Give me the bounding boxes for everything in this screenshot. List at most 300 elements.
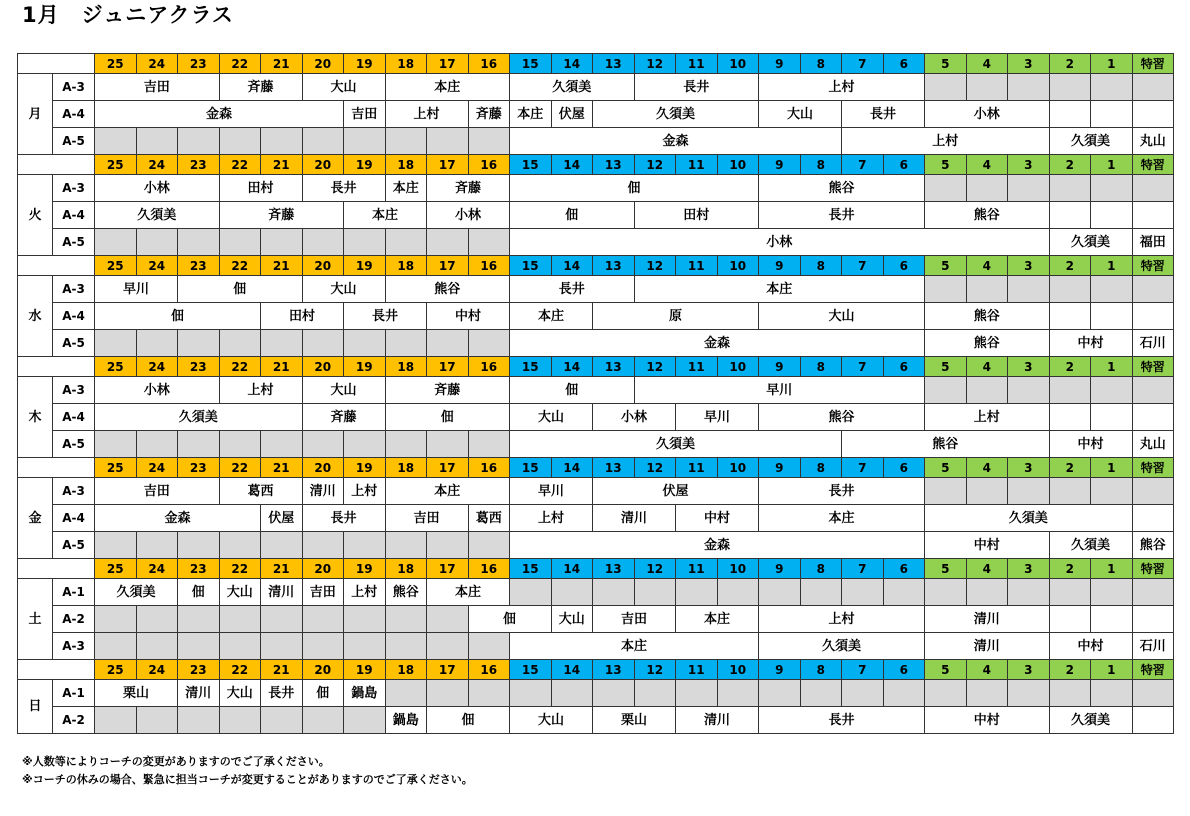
session-number-header: 9 (759, 660, 801, 680)
closed-cell (717, 680, 759, 707)
coach-cell: 久須美 (759, 633, 925, 660)
closed-cell (302, 606, 344, 633)
coach-cell: 小林 (95, 377, 220, 404)
closed-cell (593, 579, 635, 606)
closed-cell (1091, 276, 1133, 303)
class-label: A-1 (53, 680, 95, 707)
coach-cell: 金森 (95, 505, 261, 532)
session-number-header: 16 (468, 256, 510, 276)
coach-cell: 丸山 (1132, 431, 1174, 458)
session-number-header: 2 (1049, 54, 1091, 74)
closed-cell (1049, 175, 1091, 202)
closed-cell (385, 128, 427, 155)
closed-cell (261, 633, 303, 660)
session-number-header: 25 (95, 54, 137, 74)
coach-cell: 熊谷 (759, 404, 925, 431)
session-number-header: 21 (261, 357, 303, 377)
session-number-header: 19 (344, 155, 386, 175)
closed-cell (842, 579, 884, 606)
class-row (18, 377, 1174, 404)
closed-cell (1049, 377, 1091, 404)
closed-cell (1132, 579, 1174, 606)
session-number-header: 3 (1008, 660, 1050, 680)
session-number-header: 21 (261, 559, 303, 579)
session-number-header: 14 (551, 660, 593, 680)
coach-cell: 熊谷 (385, 276, 510, 303)
closed-cell (427, 229, 469, 256)
session-number-header: 1 (1091, 559, 1133, 579)
closed-cell (1008, 478, 1050, 505)
session-number-header: 23 (178, 155, 220, 175)
closed-cell (510, 579, 552, 606)
class-row (18, 505, 1174, 532)
closed-cell (966, 680, 1008, 707)
session-number-header: 12 (634, 155, 676, 175)
coach-cell: 石川 (1132, 330, 1174, 357)
session-number-header: 24 (136, 54, 178, 74)
closed-cell (261, 229, 303, 256)
session-number-header: 13 (593, 357, 635, 377)
session-number-header: 25 (95, 155, 137, 175)
session-number-header: 6 (883, 559, 925, 579)
closed-cell (385, 330, 427, 357)
coach-cell: 佃 (510, 175, 759, 202)
day-label: 土 (18, 579, 53, 660)
class-label: A-3 (53, 74, 95, 101)
closed-cell (883, 579, 925, 606)
empty-cell (1091, 101, 1133, 128)
closed-cell (302, 707, 344, 734)
session-number-header: 8 (800, 155, 842, 175)
coach-cell: 田村 (261, 303, 344, 330)
closed-cell (178, 606, 220, 633)
session-number-header: 8 (800, 54, 842, 74)
session-number-header: 16 (468, 155, 510, 175)
closed-cell (178, 707, 220, 734)
coach-cell: 吉田 (593, 606, 676, 633)
session-number-header: 13 (593, 54, 635, 74)
coach-cell: 熊谷 (385, 579, 427, 606)
session-number-header: 17 (427, 54, 469, 74)
session-number-header: 8 (800, 458, 842, 478)
session-number-header: 12 (634, 458, 676, 478)
closed-cell (925, 680, 967, 707)
closed-cell (385, 431, 427, 458)
empty-cell (1132, 505, 1174, 532)
coach-cell: 上村 (219, 377, 302, 404)
closed-cell (261, 532, 303, 559)
closed-cell (302, 229, 344, 256)
coach-cell: 金森 (510, 532, 925, 559)
empty-cell (1132, 303, 1174, 330)
session-number-header: 21 (261, 256, 303, 276)
schedule-table (17, 53, 1174, 734)
session-number-header: 16 (468, 559, 510, 579)
closed-cell (468, 128, 510, 155)
session-number-header: 22 (219, 54, 261, 74)
closed-cell (1132, 680, 1174, 707)
closed-cell (966, 74, 1008, 101)
session-number-header: 24 (136, 357, 178, 377)
day-label: 月 (18, 74, 53, 155)
coach-cell: 福田 (1132, 229, 1174, 256)
session-header-row (18, 357, 1174, 377)
session-number-header: 11 (676, 155, 718, 175)
session-number-header: 1 (1091, 458, 1133, 478)
session-number-header: 13 (593, 660, 635, 680)
session-number-header: 12 (634, 357, 676, 377)
coach-cell: 長井 (510, 276, 635, 303)
session-number-header: 11 (676, 458, 718, 478)
closed-cell (1091, 579, 1133, 606)
closed-cell (261, 707, 303, 734)
session-number-header: 5 (925, 256, 967, 276)
coach-cell: 小林 (95, 175, 220, 202)
session-number-header: 10 (717, 559, 759, 579)
closed-cell (759, 579, 801, 606)
session-number-header: 9 (759, 559, 801, 579)
closed-cell (1091, 377, 1133, 404)
coach-cell: 長井 (634, 74, 759, 101)
session-number-header: 17 (427, 660, 469, 680)
closed-cell (344, 606, 386, 633)
class-row (18, 431, 1174, 458)
empty-cell (1132, 404, 1174, 431)
coach-cell: 長井 (759, 202, 925, 229)
session-number-header: 11 (676, 357, 718, 377)
session-number-header: 15 (510, 660, 552, 680)
empty-cell (1132, 707, 1174, 734)
closed-cell (1049, 680, 1091, 707)
coach-cell: 上村 (925, 404, 1050, 431)
coach-cell: 斉藤 (219, 202, 344, 229)
closed-cell (676, 579, 718, 606)
class-label: A-2 (53, 707, 95, 734)
closed-cell (427, 606, 469, 633)
class-row (18, 74, 1174, 101)
closed-cell (95, 431, 137, 458)
session-number-header: 6 (883, 660, 925, 680)
closed-cell (800, 680, 842, 707)
closed-cell (1049, 276, 1091, 303)
closed-cell (427, 431, 469, 458)
session-number-header: 23 (178, 357, 220, 377)
coach-cell: 佃 (385, 404, 510, 431)
session-number-header: 19 (344, 660, 386, 680)
coach-cell: 久須美 (510, 74, 635, 101)
session-number-header: 18 (385, 559, 427, 579)
class-label: A-5 (53, 330, 95, 357)
closed-cell (800, 579, 842, 606)
session-number-header: 特習 (1132, 357, 1174, 377)
closed-cell (136, 707, 178, 734)
closed-cell (1008, 377, 1050, 404)
session-number-header: 13 (593, 559, 635, 579)
closed-cell (551, 579, 593, 606)
coach-cell: 上村 (759, 74, 925, 101)
coach-cell: 吉田 (344, 101, 386, 128)
class-row (18, 330, 1174, 357)
closed-cell (1132, 276, 1174, 303)
session-number-header: 23 (178, 458, 220, 478)
coach-cell: 本庄 (427, 579, 510, 606)
class-label: A-3 (53, 478, 95, 505)
session-number-header: 18 (385, 660, 427, 680)
coach-cell: 吉田 (302, 579, 344, 606)
session-number-header: 4 (966, 256, 1008, 276)
coach-cell: 上村 (842, 128, 1050, 155)
coach-cell: 清川 (302, 478, 344, 505)
closed-cell (95, 633, 137, 660)
coach-cell: 本庄 (344, 202, 427, 229)
closed-cell (1132, 74, 1174, 101)
session-number-header: 14 (551, 559, 593, 579)
closed-cell (136, 128, 178, 155)
coach-cell: 田村 (634, 202, 759, 229)
closed-cell (136, 229, 178, 256)
closed-cell (717, 579, 759, 606)
session-number-header: 21 (261, 54, 303, 74)
closed-cell (344, 330, 386, 357)
closed-cell (344, 633, 386, 660)
closed-cell (136, 431, 178, 458)
session-number-header: 9 (759, 54, 801, 74)
closed-cell (219, 330, 261, 357)
session-number-header: 4 (966, 155, 1008, 175)
session-number-header: 14 (551, 256, 593, 276)
session-number-header: 23 (178, 54, 220, 74)
header-corner-cell (18, 155, 95, 175)
session-number-header: 3 (1008, 155, 1050, 175)
coach-cell: 熊谷 (759, 175, 925, 202)
class-label: A-2 (53, 606, 95, 633)
coach-cell: 清川 (925, 633, 1050, 660)
coach-cell: 金森 (95, 101, 344, 128)
schedule-body (18, 54, 1174, 734)
coach-cell: 佃 (510, 377, 635, 404)
closed-cell (136, 606, 178, 633)
class-row (18, 707, 1174, 734)
session-number-header: 20 (302, 458, 344, 478)
closed-cell (385, 680, 427, 707)
coach-cell: 久須美 (510, 431, 842, 458)
coach-cell: 久須美 (95, 202, 220, 229)
closed-cell (1008, 680, 1050, 707)
closed-cell (842, 680, 884, 707)
closed-cell (385, 606, 427, 633)
class-label: A-3 (53, 377, 95, 404)
closed-cell (427, 330, 469, 357)
day-label: 金 (18, 478, 53, 559)
empty-cell (1132, 101, 1174, 128)
session-number-header: 8 (800, 357, 842, 377)
coach-cell: 久須美 (95, 579, 178, 606)
session-number-header: 23 (178, 256, 220, 276)
coach-cell: 早川 (676, 404, 759, 431)
coach-cell: 鍋島 (344, 680, 386, 707)
closed-cell (925, 74, 967, 101)
session-number-header: 特習 (1132, 660, 1174, 680)
coach-cell: 熊谷 (925, 330, 1050, 357)
closed-cell (178, 229, 220, 256)
session-header-row (18, 458, 1174, 478)
session-number-header: 22 (219, 155, 261, 175)
session-number-header: 22 (219, 660, 261, 680)
class-label: A-4 (53, 404, 95, 431)
session-number-header: 25 (95, 559, 137, 579)
class-row (18, 128, 1174, 155)
session-number-header: 20 (302, 256, 344, 276)
session-number-header: 20 (302, 155, 344, 175)
coach-cell: 佃 (510, 202, 635, 229)
session-number-header: 2 (1049, 155, 1091, 175)
coach-cell: 大山 (551, 606, 593, 633)
coach-cell: 中村 (427, 303, 510, 330)
closed-cell (95, 606, 137, 633)
closed-cell (593, 680, 635, 707)
session-number-header: 4 (966, 357, 1008, 377)
session-number-header: 20 (302, 357, 344, 377)
session-number-header: 12 (634, 256, 676, 276)
session-number-header: 18 (385, 54, 427, 74)
closed-cell (261, 128, 303, 155)
session-number-header: 特習 (1132, 54, 1174, 74)
session-number-header: 15 (510, 155, 552, 175)
session-number-header: 14 (551, 54, 593, 74)
session-number-header: 5 (925, 357, 967, 377)
session-header-row (18, 559, 1174, 579)
closed-cell (966, 377, 1008, 404)
closed-cell (1091, 175, 1133, 202)
coach-cell: 栗山 (95, 680, 178, 707)
coach-cell: 佃 (178, 579, 220, 606)
session-number-header: 25 (95, 256, 137, 276)
session-number-header: 17 (427, 256, 469, 276)
coach-cell: 葛西 (468, 505, 510, 532)
closed-cell (427, 680, 469, 707)
closed-cell (1008, 175, 1050, 202)
closed-cell (1049, 478, 1091, 505)
session-number-header: 14 (551, 155, 593, 175)
coach-cell: 長井 (759, 707, 925, 734)
closed-cell (302, 431, 344, 458)
session-number-header: 9 (759, 256, 801, 276)
coach-cell: 原 (593, 303, 759, 330)
session-number-header: 6 (883, 256, 925, 276)
coach-cell: 大山 (510, 404, 593, 431)
class-row (18, 532, 1174, 559)
class-label: A-5 (53, 229, 95, 256)
closed-cell (219, 532, 261, 559)
day-label: 日 (18, 680, 53, 734)
session-number-header: 11 (676, 559, 718, 579)
coach-cell: 清川 (178, 680, 220, 707)
session-number-header: 14 (551, 357, 593, 377)
closed-cell (344, 128, 386, 155)
coach-cell: 久須美 (1049, 128, 1132, 155)
closed-cell (551, 680, 593, 707)
coach-cell: 大山 (759, 303, 925, 330)
coach-cell: 吉田 (95, 478, 220, 505)
closed-cell (219, 128, 261, 155)
session-number-header: 19 (344, 54, 386, 74)
class-row (18, 680, 1174, 707)
closed-cell (219, 606, 261, 633)
coach-cell: 熊谷 (925, 202, 1050, 229)
closed-cell (95, 229, 137, 256)
coach-cell: 金森 (510, 128, 842, 155)
closed-cell (178, 532, 220, 559)
closed-cell (178, 330, 220, 357)
session-number-header: 16 (468, 54, 510, 74)
session-number-header: 3 (1008, 458, 1050, 478)
session-number-header: 20 (302, 54, 344, 74)
session-number-header: 25 (95, 660, 137, 680)
session-number-header: 19 (344, 357, 386, 377)
coach-cell: 久須美 (925, 505, 1133, 532)
empty-cell (1049, 606, 1091, 633)
session-number-header: 19 (344, 458, 386, 478)
coach-cell: 小林 (427, 202, 510, 229)
class-row (18, 606, 1174, 633)
session-number-header: 10 (717, 54, 759, 74)
session-number-header: 6 (883, 458, 925, 478)
session-number-header: 9 (759, 155, 801, 175)
coach-cell: 中村 (1049, 431, 1132, 458)
closed-cell (1008, 579, 1050, 606)
closed-cell (925, 276, 967, 303)
empty-cell (1049, 303, 1091, 330)
session-number-header: 18 (385, 458, 427, 478)
coach-cell: 早川 (95, 276, 178, 303)
session-number-header: 19 (344, 256, 386, 276)
coach-cell: 鍋島 (385, 707, 427, 734)
coach-cell: 吉田 (95, 74, 220, 101)
session-number-header: 14 (551, 458, 593, 478)
coach-cell: 長井 (344, 303, 427, 330)
closed-cell (1008, 276, 1050, 303)
session-number-header: 15 (510, 559, 552, 579)
coach-cell: 小林 (925, 101, 1050, 128)
empty-cell (1049, 202, 1091, 229)
coach-cell: 清川 (261, 579, 303, 606)
session-number-header: 19 (344, 559, 386, 579)
coach-cell: 斉藤 (468, 101, 510, 128)
closed-cell (468, 680, 510, 707)
session-number-header: 5 (925, 458, 967, 478)
session-number-header: 5 (925, 660, 967, 680)
coach-cell: 本庄 (634, 276, 925, 303)
closed-cell (95, 707, 137, 734)
coach-cell: 本庄 (385, 74, 510, 101)
session-number-header: 22 (219, 357, 261, 377)
session-number-header: 2 (1049, 458, 1091, 478)
coach-cell: 大山 (302, 276, 385, 303)
class-row (18, 202, 1174, 229)
session-header-row (18, 660, 1174, 680)
coach-cell: 長井 (759, 478, 925, 505)
session-number-header: 17 (427, 155, 469, 175)
closed-cell (178, 633, 220, 660)
header-corner-cell (18, 357, 95, 377)
header-corner-cell (18, 458, 95, 478)
session-number-header: 2 (1049, 559, 1091, 579)
empty-cell (1091, 404, 1133, 431)
coach-cell: 大山 (302, 74, 385, 101)
header-corner-cell (18, 256, 95, 276)
session-number-header: 8 (800, 559, 842, 579)
session-number-header: 4 (966, 559, 1008, 579)
